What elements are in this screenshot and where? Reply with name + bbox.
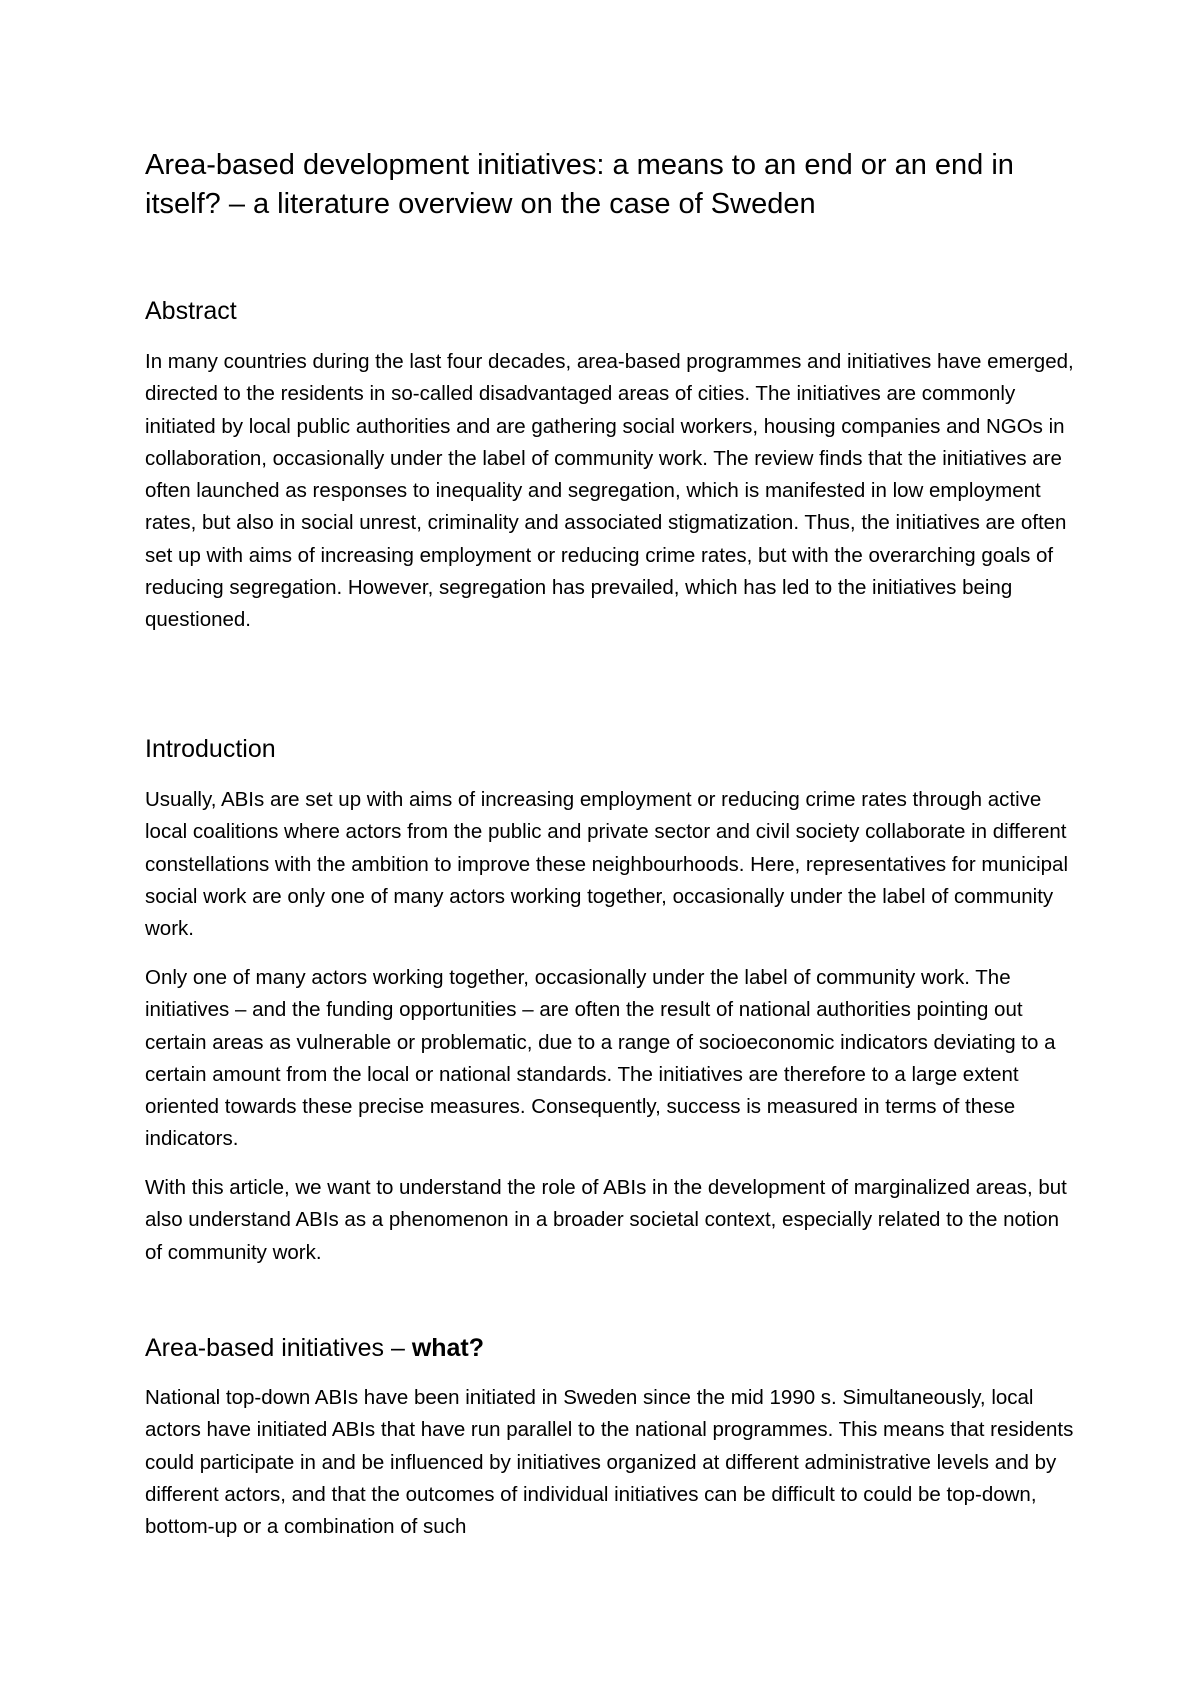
abstract-paragraph: In many countries during the last four decades, area-based programmes and initiatives have emerged, directed to the residents in so-called disadvantaged areas of cities. The initiatives are commonly initiated by local public authorities and are gathering social workers, housing companies and NGOs in collaboration, occasionally under the label of community work. The review finds that the initiatives are often launched as responses to inequality and segregation, which is manifested in low employment rates, but also in social unrest, criminality and associated stigmatization. Thus, the initiatives are often set up with aims of increasing employment or reducing crime rates, but with the overarching goals of reducing segregation. However, segregation has prevailed, which has led to the initiatives being questioned. (145, 350, 1074, 632)
what-paragraph-1: National top-down ABIs have been initiated in Sweden since the mid 1990 s. Simultaneously, local actors have initiated ABIs that have run parallel to the national programmes. This means that residents could participate in and be influenced by initiatives organized at different administrative levels and by different actors, and that the outcomes of individual initiatives can be difficult to could be top-down, bottom-up or a combination of such (145, 1386, 1074, 1539)
abstract-heading: Abstract (145, 297, 237, 325)
introduction-heading: Introduction (145, 735, 276, 763)
introduction-paragraph-3: With this article, we want to understand the role of ABIs in the development of marginalized areas, but also understand ABIs as a phenomenon in a broader societal context, especially related to the notion of community work. (145, 1176, 1067, 1264)
introduction-paragraph-1: Usually, ABIs are set up with aims of increasing employment or reducing crime rates through active local coalitions where actors from the public and private sector and civil society collaborate in different constellations with the ambition to improve these neighbourhoods. Here, representatives for municipal social work are only one of many actors working together, occasionally under the label of community work. (145, 788, 1069, 941)
what-heading (145, 1333, 484, 1363)
what-heading-regular: Area-based initiatives – (145, 1334, 412, 1362)
document-page (145, 0, 1075, 1698)
document-title: Area-based development initiatives: a means to an end or an end in itself? – a literature overview on the case of Sweden (145, 149, 1014, 220)
what-heading-bold: what? (411, 1334, 485, 1362)
introduction-paragraph-2: Only one of many actors working together, occasionally under the label of community work. The initiatives – and the funding opportunities – are often the result of national authorities pointing out certain areas as vulnerable or problematic, due to a range of socioeconomic indicators deviating to a certain amount from the local or national standards. The initiatives are therefore to a large extent oriented towards these precise measures. Consequently, success is measured in terms of these indicators. (145, 966, 1056, 1151)
